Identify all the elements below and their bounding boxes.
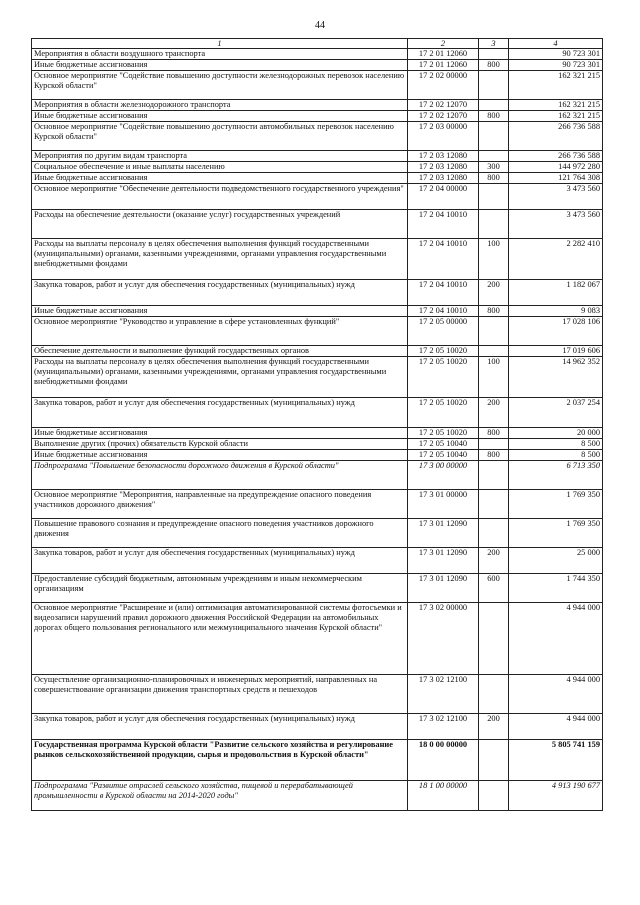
row-expense-type-cell (479, 490, 509, 519)
row-expense-type-cell: 200 (479, 280, 509, 306)
table-row (32, 574, 603, 603)
row-code-cell: 17 2 02 00000 (408, 71, 479, 100)
row-name-cell: Закупка товаров, работ и услуг для обеспечения государственных (муниципальных) нужд (32, 548, 408, 574)
row-expense-type-cell: 200 (479, 548, 509, 574)
table-row (32, 184, 603, 210)
row-expense-type-cell (479, 317, 509, 346)
row-name-cell: Иные бюджетные ассигнования (32, 60, 408, 71)
row-name-cell: Иные бюджетные ассигнования (32, 450, 408, 461)
row-expense-type-cell (479, 603, 509, 675)
row-amount-cell: 1 769 350 (509, 519, 603, 548)
row-name-cell: Мероприятия по другим видам транспорта (32, 151, 408, 162)
row-code-cell: 17 2 05 10020 (408, 357, 479, 398)
row-code-cell: 17 2 05 10040 (408, 450, 479, 461)
row-amount-cell: 9 083 (509, 306, 603, 317)
row-expense-type-cell: 200 (479, 714, 509, 740)
table-row (32, 173, 603, 184)
row-name-cell: Иные бюджетные ассигнования (32, 173, 408, 184)
header-col-1: 1 (32, 39, 408, 49)
row-code-cell: 17 2 02 12070 (408, 100, 479, 111)
row-code-cell: 17 2 04 10010 (408, 306, 479, 317)
table-row (32, 71, 603, 100)
row-name-cell: Мероприятия в области железнодорожного транспорта (32, 100, 408, 111)
table-row (32, 519, 603, 548)
row-name-cell: Мероприятия в области воздушного транспорта (32, 49, 408, 60)
row-amount-cell: 8 500 (509, 450, 603, 461)
row-code-cell: 17 2 05 10020 (408, 346, 479, 357)
header-col-2: 2 (408, 39, 479, 49)
row-expense-type-cell: 200 (479, 398, 509, 428)
row-code-cell: 18 0 00 00000 (408, 740, 479, 781)
row-name-cell: Закупка товаров, работ и услуг для обеспечения государственных (муниципальных) нужд (32, 280, 408, 306)
table-row (32, 548, 603, 574)
row-name-cell: Основное мероприятие "Содействие повышению доступности автомобильных перевозок населению Курской области" (32, 122, 408, 151)
table-row (32, 490, 603, 519)
row-expense-type-cell: 800 (479, 450, 509, 461)
row-code-cell: 17 2 05 10040 (408, 439, 479, 450)
row-amount-cell: 8 500 (509, 439, 603, 450)
row-expense-type-cell (479, 675, 509, 714)
table-header-row (32, 39, 603, 49)
row-name-cell: Социальное обеспечение и иные выплаты населению (32, 162, 408, 173)
table-row (32, 111, 603, 122)
row-expense-type-cell: 800 (479, 173, 509, 184)
row-amount-cell: 90 723 301 (509, 49, 603, 60)
table-row (32, 280, 603, 306)
table-row (32, 239, 603, 280)
table-row (32, 675, 603, 714)
row-name-cell: Расходы на выплаты персоналу в целях обеспечения выполнения функций государственными (муниципальными) органами, казенными учреждениями, органами управления государственными внебюджетными фондами (32, 357, 408, 398)
row-name-cell: Подпрограмма "Развитие отраслей сельского хозяйства, пищевой и перерабатывающей промышленности в Курской области на 2014-2020 годы" (32, 781, 408, 811)
table-row (32, 714, 603, 740)
row-code-cell: 17 3 02 12100 (408, 714, 479, 740)
table-row (32, 781, 603, 811)
row-amount-cell: 2 282 410 (509, 239, 603, 280)
row-amount-cell: 3 473 560 (509, 210, 603, 239)
row-name-cell: Обеспечение деятельности и выполнение функций государственных органов (32, 346, 408, 357)
table-row (32, 450, 603, 461)
row-expense-type-cell (479, 71, 509, 100)
table-row (32, 210, 603, 239)
budget-table (31, 38, 603, 811)
table-row (32, 100, 603, 111)
row-name-cell: Основное мероприятие "Руководство и управление в сфере установленных функций" (32, 317, 408, 346)
row-code-cell: 17 3 01 00000 (408, 490, 479, 519)
row-name-cell: Государственная программа Курской области "Развитие сельского хозяйства и регулирование рынков сельскохозяйственной продукции, сырья и продовольствия в Курской области" (32, 740, 408, 781)
row-expense-type-cell: 800 (479, 428, 509, 439)
row-name-cell: Иные бюджетные ассигнования (32, 428, 408, 439)
row-expense-type-cell (479, 49, 509, 60)
row-amount-cell: 6 713 350 (509, 461, 603, 490)
row-expense-type-cell (479, 461, 509, 490)
row-code-cell: 17 3 02 12100 (408, 675, 479, 714)
row-expense-type-cell (479, 740, 509, 781)
row-amount-cell: 90 723 301 (509, 60, 603, 71)
row-code-cell: 17 3 01 12090 (408, 519, 479, 548)
row-expense-type-cell (479, 122, 509, 151)
row-amount-cell: 25 000 (509, 548, 603, 574)
row-amount-cell: 4 944 000 (509, 714, 603, 740)
row-amount-cell: 266 736 588 (509, 151, 603, 162)
row-code-cell: 18 1 00 00000 (408, 781, 479, 811)
row-name-cell: Иные бюджетные ассигнования (32, 111, 408, 122)
row-code-cell: 17 2 04 00000 (408, 184, 479, 210)
row-expense-type-cell (479, 184, 509, 210)
row-amount-cell: 162 321 215 (509, 100, 603, 111)
row-name-cell: Закупка товаров, работ и услуг для обеспечения государственных (муниципальных) нужд (32, 714, 408, 740)
table-row (32, 122, 603, 151)
row-code-cell: 17 2 04 10010 (408, 280, 479, 306)
row-amount-cell: 5 805 741 159 (509, 740, 603, 781)
row-expense-type-cell: 300 (479, 162, 509, 173)
table-row (32, 398, 603, 428)
row-expense-type-cell: 100 (479, 357, 509, 398)
row-code-cell: 17 2 03 00000 (408, 122, 479, 151)
row-name-cell: Основное мероприятие "Обеспечение деятельности подведомственного государственного учреждения" (32, 184, 408, 210)
table-row (32, 461, 603, 490)
row-code-cell: 17 2 03 12080 (408, 173, 479, 184)
row-expense-type-cell: 100 (479, 239, 509, 280)
row-name-cell: Предоставление субсидий бюджетным, автономным учреждениям и иным некоммерческим организациям (32, 574, 408, 603)
table-row (32, 60, 603, 71)
table-row (32, 49, 603, 60)
row-expense-type-cell (479, 151, 509, 162)
row-code-cell: 17 2 04 10010 (408, 210, 479, 239)
row-expense-type-cell (479, 210, 509, 239)
table-row (32, 740, 603, 781)
table-row (32, 357, 603, 398)
row-amount-cell: 121 764 308 (509, 173, 603, 184)
row-amount-cell: 4 944 000 (509, 603, 603, 675)
row-amount-cell: 20 000 (509, 428, 603, 439)
page-number: 44 (315, 20, 325, 31)
row-code-cell: 17 2 03 12080 (408, 162, 479, 173)
row-amount-cell: 162 321 215 (509, 111, 603, 122)
row-expense-type-cell (479, 346, 509, 357)
row-expense-type-cell (479, 439, 509, 450)
header-col-3: 3 (479, 39, 509, 49)
row-amount-cell: 162 321 215 (509, 71, 603, 100)
row-expense-type-cell: 600 (479, 574, 509, 603)
row-expense-type-cell: 800 (479, 306, 509, 317)
row-expense-type-cell: 800 (479, 60, 509, 71)
row-code-cell: 17 3 02 00000 (408, 603, 479, 675)
row-amount-cell: 17 028 106 (509, 317, 603, 346)
table-row (32, 603, 603, 675)
row-amount-cell: 4 944 000 (509, 675, 603, 714)
table-row (32, 439, 603, 450)
row-code-cell: 17 2 05 10020 (408, 428, 479, 439)
row-name-cell: Расходы на обеспечение деятельности (оказание услуг) государственных учреждений (32, 210, 408, 239)
row-name-cell: Основное мероприятие "Мероприятия, направленные на предупреждение опасного поведения участников дорожного движения" (32, 490, 408, 519)
row-amount-cell: 2 037 254 (509, 398, 603, 428)
table-row (32, 151, 603, 162)
row-name-cell: Основное мероприятие "Содействие повышению доступности железнодорожных перевозок населению Курской области" (32, 71, 408, 100)
row-amount-cell: 266 736 588 (509, 122, 603, 151)
row-code-cell: 17 2 04 10010 (408, 239, 479, 280)
row-code-cell: 17 2 05 10020 (408, 398, 479, 428)
row-code-cell: 17 2 03 12080 (408, 151, 479, 162)
row-name-cell: Иные бюджетные ассигнования (32, 306, 408, 317)
row-amount-cell: 1 744 350 (509, 574, 603, 603)
row-name-cell: Расходы на выплаты персоналу в целях обеспечения выполнения функций государственными (муниципальными) органами, казенными учреждениями, органами управления государственными внебюджетными фондами (32, 239, 408, 280)
row-name-cell: Выполнение других (прочих) обязательств Курской области (32, 439, 408, 450)
table-row (32, 346, 603, 357)
row-code-cell: 17 2 01 12060 (408, 60, 479, 71)
row-code-cell: 17 2 01 12060 (408, 49, 479, 60)
row-amount-cell: 3 473 560 (509, 184, 603, 210)
row-name-cell: Закупка товаров, работ и услуг для обеспечения государственных (муниципальных) нужд (32, 398, 408, 428)
table-row (32, 428, 603, 439)
row-expense-type-cell (479, 519, 509, 548)
row-amount-cell: 17 019 606 (509, 346, 603, 357)
row-expense-type-cell (479, 781, 509, 811)
row-amount-cell: 14 962 352 (509, 357, 603, 398)
row-name-cell: Осуществление организационно-планировочных и инженерных мероприятий, направленных на совершенствование организации движения транспортных средств и пешеходов (32, 675, 408, 714)
table-row (32, 162, 603, 173)
row-code-cell: 17 2 05 00000 (408, 317, 479, 346)
row-expense-type-cell (479, 100, 509, 111)
row-amount-cell: 1 769 350 (509, 490, 603, 519)
row-expense-type-cell: 800 (479, 111, 509, 122)
row-name-cell: Основное мероприятие "Расширение и (или) оптимизация автоматизированной системы фотосъемки и видеозаписи нарушений правил дорожного движения Российской Федерации на автомобильных дорогах общего пользования регионального или межмуниципального значения Курской области" (32, 603, 408, 675)
row-code-cell: 17 3 01 12090 (408, 548, 479, 574)
table-row (32, 317, 603, 346)
row-amount-cell: 1 182 067 (509, 280, 603, 306)
table-row (32, 306, 603, 317)
row-code-cell: 17 2 02 12070 (408, 111, 479, 122)
row-code-cell: 17 3 01 12090 (408, 574, 479, 603)
row-code-cell: 17 3 00 00000 (408, 461, 479, 490)
row-amount-cell: 4 913 190 677 (509, 781, 603, 811)
row-amount-cell: 144 972 280 (509, 162, 603, 173)
row-name-cell: Подпрограмма "Повышение безопасности дорожного движения в Курской области" (32, 461, 408, 490)
row-name-cell: Повышение правового сознания и предупреждение опасного поведения участников дорожного движения (32, 519, 408, 548)
header-col-4: 4 (509, 39, 603, 49)
